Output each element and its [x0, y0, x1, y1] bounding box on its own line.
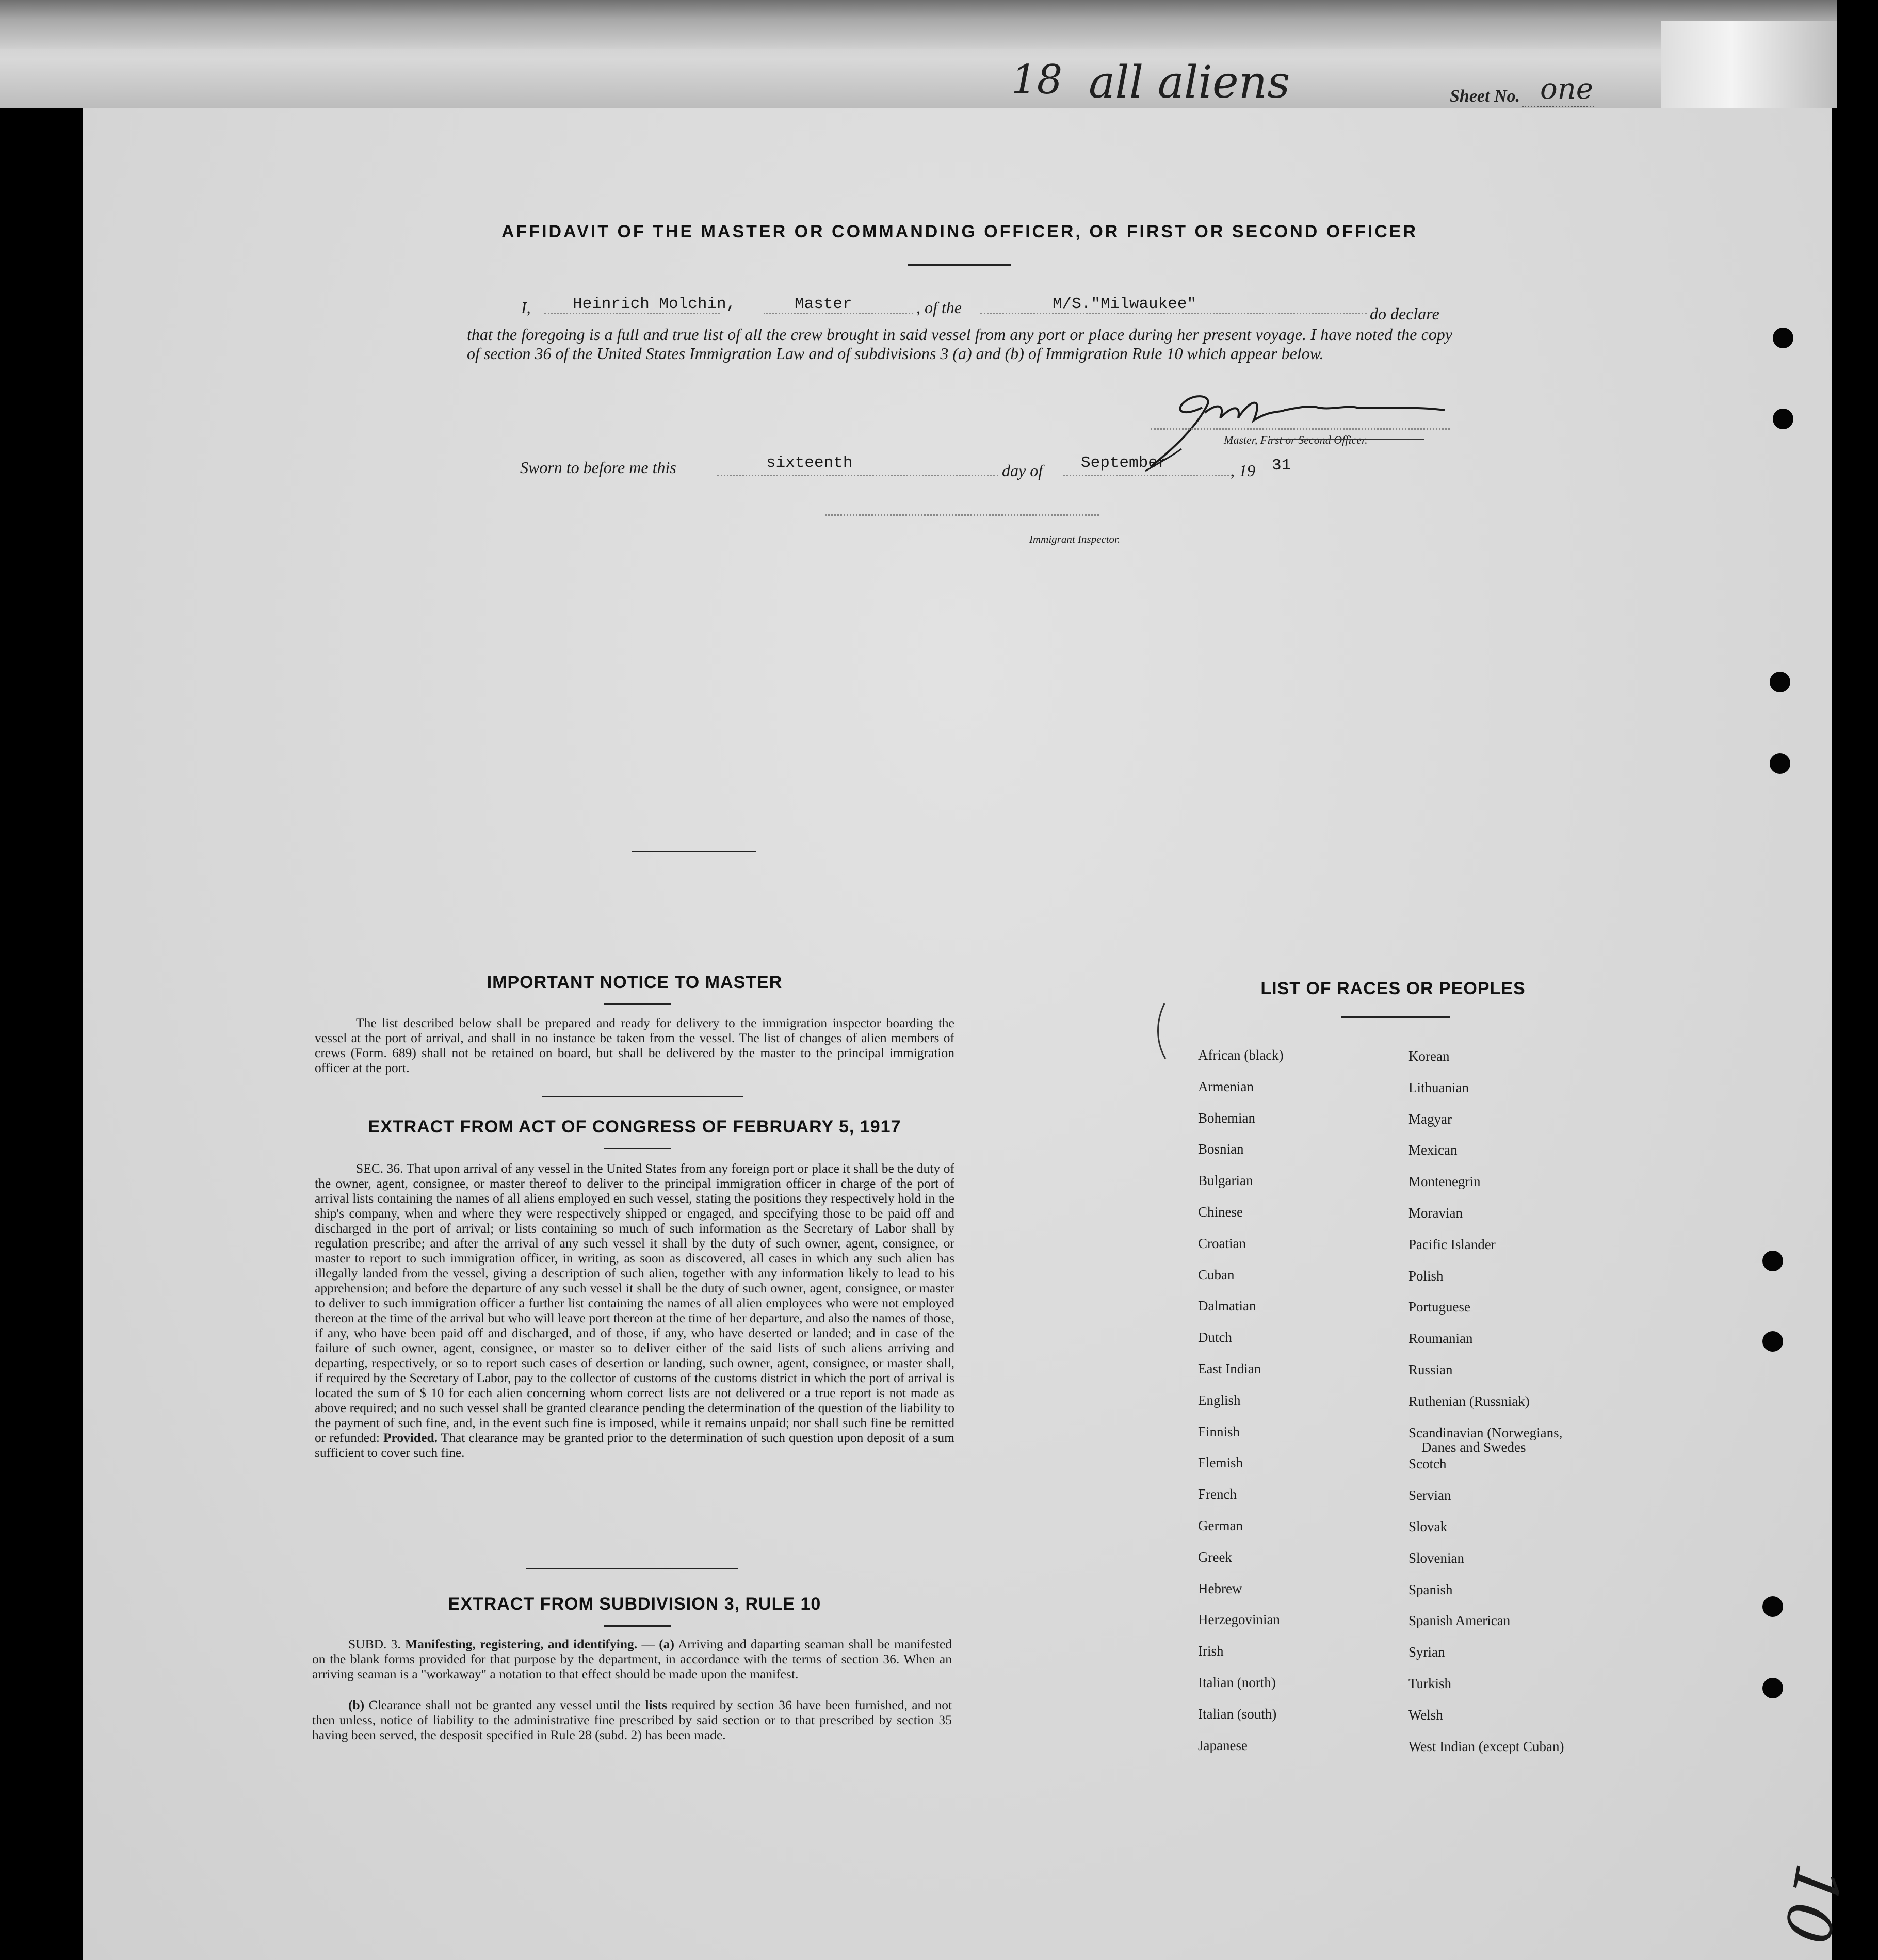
affidavit-pronoun: I, [521, 298, 531, 317]
race-item: Korean [1409, 1048, 1450, 1064]
race-item: Finnish [1198, 1423, 1240, 1439]
race-item: Chinese [1198, 1204, 1243, 1220]
act-title-rule [604, 1148, 671, 1149]
inspector-signature-line [825, 514, 1099, 516]
sworn-month-value: September [1081, 454, 1168, 472]
bracket-mark [1153, 1001, 1169, 1063]
race-item: Croatian [1198, 1235, 1246, 1251]
race-item: African (black) [1198, 1047, 1284, 1063]
race-item: Japanese [1198, 1737, 1248, 1753]
handwritten-number: 18 [1011, 57, 1063, 103]
race-item: Portuguese [1409, 1299, 1470, 1315]
race-item: Syrian [1409, 1644, 1445, 1660]
affidavit-statement: that the foregoing is a full and true list of all the crew brought in said vessel from any port or place during her present voyage. I have noted the copy of section 36 of the United States Immigration Law and of subdivisions 3 (a) and (b) of Immigration Rule 10 which appear below. [467, 325, 1452, 363]
strip-band [0, 0, 1837, 49]
race-item: Greek [1198, 1549, 1232, 1565]
races-title: LIST OF RACES OR PEOPLES [1260, 979, 1526, 998]
race-item: Montenegrin [1409, 1174, 1481, 1190]
race-item: Spanish American [1409, 1613, 1511, 1629]
race-item: Roumanian [1409, 1331, 1473, 1347]
binder-hole [1770, 672, 1790, 692]
subd-b-lists: lists [645, 1697, 667, 1712]
subd-b-label: (b) [348, 1697, 365, 1712]
race-item: Hebrew [1198, 1580, 1242, 1596]
day-of-label: day of [1002, 461, 1043, 480]
sheet-number: one [1540, 72, 1593, 106]
binder-hole [1762, 1596, 1783, 1617]
race-item: Irish [1198, 1643, 1224, 1659]
previous-sheet-strip [0, 0, 1837, 108]
race-item: Cuban [1198, 1267, 1235, 1283]
subd-a-text: Arriving and daparting seaman shall be manifested on the blank forms provided for that purpose by the department, in accordance with the terms of section 36. When an arriving seaman is a "workaway" a notation to that effect should be made upon the manifest. [312, 1637, 952, 1681]
vessel-line [980, 313, 1367, 314]
race-item: Bulgarian [1198, 1173, 1253, 1189]
affidavit-title: AFFIDAVIT OF THE MASTER OR COMMANDING OFFICER, OR FIRST OR SECOND OFFICER [501, 222, 1418, 241]
race-item: English [1198, 1392, 1241, 1408]
race-scandinavian-continued: Danes and Swedes [1421, 1439, 1526, 1455]
handwritten-note: all aliens [1089, 57, 1290, 108]
race-item: Dutch [1198, 1330, 1232, 1346]
race-item: Turkish [1409, 1676, 1452, 1691]
notice-title-rule [604, 1003, 671, 1005]
act-provided-label: Provided. [383, 1430, 438, 1445]
notice-text: The list described below shall be prepared and ready for delivery to the immigration inspector boarding the vessel at the port of arrival, and shall in no instance be taken from the vessel. The list of changes of alien members of crews (Form. 689) shall not be retained on board, but shall be delivered by the master to the principal immigration officer at the port. [315, 1015, 954, 1075]
binder-hole [1762, 1331, 1783, 1352]
vessel-value: M/S."Milwaukee" [1053, 295, 1197, 313]
binder-hole [1762, 1678, 1783, 1698]
act-body: SEC. 36. That upon arrival of any vessel in the United States from any foreign port or place it shall be the duty of the owner, agent, consignee, or master thereof to deliver to the principal immigration officer in charge of the port of arrival lists containing the names of all aliens employed en such vessel, stating the positions they respectively hold in the ship's company, when and where they were respectively shipped or engaged, and specifying those to be paid off and discharged in the port of arrival; or lists containing so much of such information as the Secretary of Labor shall by regulation prescribe; and after the arrival of any such vessel it shall by the duty of such owner, agent, consignee, or master to report to such immigration officer, in writing, as soon as discovered, all cases in which any such alien has illegally landed from the vessel, giving a description of such alien, together with any information likely to lead to his apprehension; and before the departure of any such vessel it shall be the duty of such owner, agent, consignee, or master to deliver to such immigration officer a further list containing the names of all alien employees who were not employed thereon at the time of the arrival but who will leave port thereon at the time of her departure, and also the names of those, if any, who have been paid off and discharged, and of those, if any, who have deserted or landed; and in case of the failure of such owner, agent, consignee, or master so to deliver either of the said lists of such aliens arriving and departing, respectively, or so to report such cases of desertion or landing, such owner, agent, consignee, or master shall, if required by the Secretary of Labor, pay to the collector of customs of the customs district in which the port of arrival is located the sum of $ 10 for each alien concerning whom correct lists are not delivered or a true report is not made as above required; and no such vessel shall be granted clearance pending the determination of the question of the liability to the payment of such fine, and, in the event such fine is imposed, while it remains unpaid; nor shall such fine be remitted or refunded: [315, 1161, 954, 1445]
race-item: Bosnian [1198, 1141, 1244, 1157]
race-item: Lithuanian [1409, 1079, 1469, 1095]
subd-b-text-2: required by section 36 have been furnished, and not then unless, notice of liability to the administrative fine prescribed by said section or to that prescribed by section 35 having been served, the desposit specified in Rule 28 (subd. 2) has been made. [312, 1697, 952, 1742]
binder-hole [1762, 1251, 1783, 1271]
race-item: Spanish [1409, 1581, 1453, 1597]
signature-line [1151, 428, 1450, 430]
race-item: Mexican [1409, 1142, 1458, 1158]
race-item: Ruthenian (Russniak) [1409, 1393, 1530, 1409]
stacked-sheets-edge [1661, 21, 1837, 108]
race-item: Dalmatian [1198, 1298, 1256, 1314]
race-item: Welsh [1409, 1707, 1443, 1723]
inspector-caption: Immigrant Inspector. [1029, 533, 1121, 545]
race-item: East Indian [1198, 1361, 1261, 1376]
handwritten-margin-number: 10 [1769, 1858, 1854, 1949]
act-title: EXTRACT FROM ACT OF CONGRESS OF FEBRUARY 5, 1917 [368, 1117, 901, 1137]
master-name-value: Heinrich Molchin, [573, 295, 736, 313]
rank-line [764, 313, 913, 314]
race-item: Scotch [1409, 1456, 1447, 1472]
race-item: Magyar [1409, 1111, 1452, 1127]
of-the-label: , of the [916, 298, 962, 317]
act-divider [526, 1568, 738, 1569]
rule-title-rule [604, 1625, 671, 1627]
race-item: Scandinavian (Norwegians, [1409, 1424, 1563, 1440]
race-item: Slovenian [1409, 1550, 1464, 1566]
race-item: German [1198, 1518, 1243, 1533]
notice-divider [542, 1096, 743, 1097]
race-item: Pacific Islander [1409, 1236, 1496, 1252]
name-line [544, 313, 720, 314]
subd-label: SUBD. 3. [348, 1637, 401, 1651]
race-item: Italian (south) [1198, 1706, 1277, 1722]
sworn-day-value: sixteenth [766, 454, 853, 472]
race-item: Slovak [1409, 1519, 1448, 1534]
struck-officer-text [1269, 439, 1424, 440]
year-prefix: , 19 [1231, 461, 1255, 480]
do-declare-label: do declare [1370, 304, 1439, 323]
race-item: Herzegovinian [1198, 1612, 1280, 1628]
rule-title: EXTRACT FROM SUBDIVISION 3, RULE 10 [448, 1594, 821, 1614]
binder-hole [1770, 753, 1790, 774]
race-item: Flemish [1198, 1455, 1243, 1471]
subd-b-text-1: Clearance shall not be granted any vessel until the [368, 1697, 641, 1712]
sworn-label: Sworn to before me this [520, 458, 676, 477]
subd-heading: Manifesting, registering, and identifying. [405, 1637, 638, 1651]
act-section-text [315, 1161, 954, 1460]
rule-subdivision-b [312, 1697, 952, 1742]
race-item: Polish [1409, 1268, 1444, 1284]
signature-caption: Master, First or Second Officer. [1224, 433, 1368, 446]
section-divider [632, 851, 756, 852]
sworn-year-value: 31 [1272, 457, 1291, 475]
notice-title: IMPORTANT NOTICE TO MASTER [487, 973, 783, 992]
act-body-end: That clearance may be granted prior to the determination of such question upon deposit of a sum sufficient to cover such fine. [315, 1430, 955, 1460]
affidavit-title-rule [908, 264, 1011, 266]
race-item: French [1198, 1486, 1237, 1502]
race-item: Moravian [1409, 1205, 1463, 1221]
binder-hole [1773, 409, 1793, 429]
rank-value: Master [795, 295, 852, 313]
rule-subdivision-a: SUBD. 3. Manifesting, registering, and identifying. — (a) Arriving and daparting seaman shall be manifested on the blank forms provided for that purpose by the department, in accordance with the terms of section 36. When an arriving seaman is a "workaway" a notation to that effect should be made upon the manifest. [312, 1637, 952, 1681]
binder-hole [1773, 328, 1793, 348]
race-item: Armenian [1198, 1078, 1254, 1094]
sworn-day-line [717, 475, 998, 476]
race-item: Servian [1409, 1487, 1451, 1503]
race-item: West Indian (except Cuban) [1409, 1738, 1564, 1754]
race-item: Bohemian [1198, 1110, 1255, 1126]
sheet-label: Sheet No. [1450, 87, 1520, 106]
sworn-month-line [1063, 475, 1233, 476]
race-item: Italian (north) [1198, 1675, 1276, 1690]
race-item: Russian [1409, 1362, 1453, 1378]
subd-a-label: (a) [659, 1637, 674, 1651]
races-title-rule [1341, 1016, 1450, 1018]
